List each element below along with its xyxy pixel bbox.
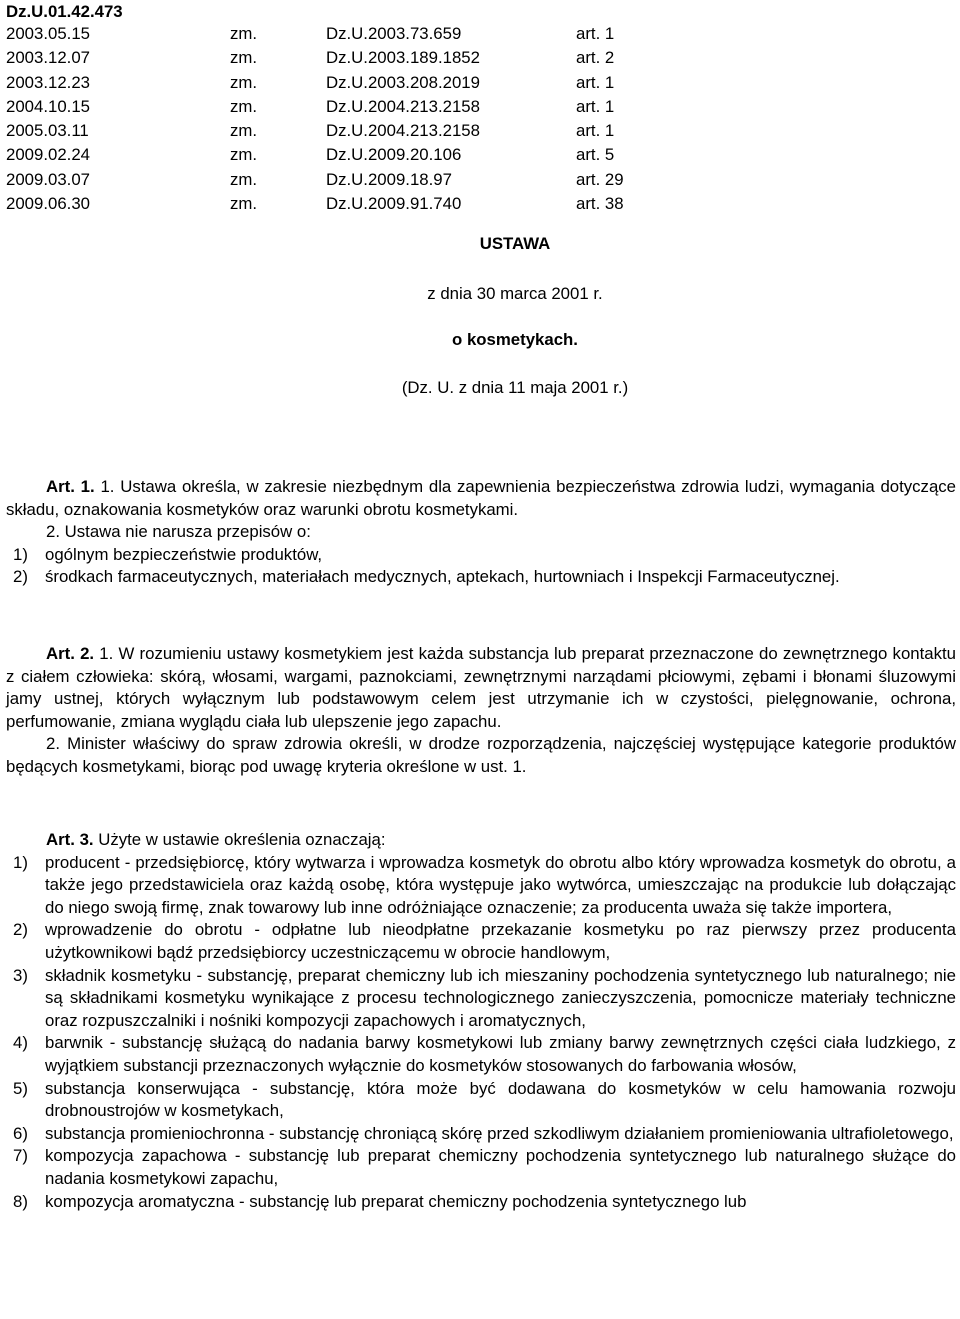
list-number: 7)	[13, 1146, 28, 1166]
list-number: 2)	[13, 920, 28, 940]
amendment-art: art. 1	[576, 72, 615, 92]
article-3-intro-text: Użyte w ustawie określenia oznaczają:	[98, 830, 386, 849]
amendment-ref: Dz.U.2009.18.97	[326, 169, 452, 189]
list-item	[6, 544, 956, 567]
list-text: substancja promieniochronna - substancję chroniącą skórę przed szkodliwym działaniem promieniowania ultrafioletowego,	[45, 1123, 954, 1143]
article-2-label: Art. 2.	[46, 644, 95, 663]
amendment-zm: zm.	[230, 24, 258, 43]
article-3-list	[6, 852, 956, 1214]
para-text: Minister właściwy do spraw zdrowia określi, w drodze rozporządzenia, najczęściej występujące kategorie produktów będących kosmetykami, biorąc pod uwagę kryteria określone w ust. 1.	[6, 734, 956, 776]
list-item	[6, 1123, 956, 1146]
amendment-date: 2004.10.15	[6, 96, 90, 116]
article-1-para-2	[6, 521, 956, 544]
article-1-list	[6, 544, 956, 589]
list-text: środkach farmaceutycznych, materiałach medycznych, aptekach, hurtowniach i Inspekcji Farmaceutycznej.	[45, 567, 840, 587]
list-text: substancja konserwująca - substancję, która może być dodawana do kosmetyków w celu hamowania rozwoju drobnoustrojów w kosmetykach,	[45, 1078, 956, 1121]
amendment-zm: zm.	[230, 194, 258, 214]
amendment-ref: Dz.U.2003.208.2019	[326, 72, 480, 92]
list-number: 6)	[13, 1123, 28, 1143]
list-text: składnik kosmetyku - substancję, preparat chemiczny lub ich mieszaniny pochodzenia syntetycznego lub naturalnego; nie są składnikami kosmetyku wynikające z procesu technologicznego zanieczyszczenia, pomocnicze materiały techniczne oraz rozpuszczalniki i nośniki kompozycji zapachowych i aromatycznych,	[45, 965, 956, 1030]
amendment-ref: Dz.U.2009.20.106	[326, 145, 462, 165]
act-date: z dnia 30 marca 2001 r.	[427, 284, 603, 303]
amendment-ref: Dz.U.2004.213.2158	[326, 96, 480, 116]
list-number: 8)	[13, 1191, 28, 1211]
amendment-date: 2009.03.07	[6, 169, 90, 189]
list-text: wprowadzenie do obrotu - odpłatne lub nieodpłatne przekazanie kosmetyku po raz pierwszy przez producenta użytkownikowi bądź przedsiębiorcy uczestniczącemu w obrocie handlowym,	[45, 920, 956, 962]
amendment-ref: Dz.U.2004.213.2158	[326, 121, 480, 141]
amendment-ref: Dz.U.2003.73.659	[326, 24, 462, 43]
article-2-para-1	[6, 643, 956, 733]
list-text: producent - przedsiębiorcę, który wytwarza i wprowadza kosmetyk do obrotu albo który wprowadza kosmetyk do obrotu, a także jego przedstawiciela oraz każdą osobę, która występuje jako wytwórca, umieszczając na produkcie lub dołączając do niego swoją firmę, znak towarowy lub inne odróżniające oznaczenie; za producenta uważa się także importera,	[45, 852, 956, 917]
article-1-label: Art. 1.	[46, 477, 95, 496]
para-number: 1.	[99, 644, 114, 663]
list-number: 4)	[13, 1033, 28, 1053]
list-item	[6, 566, 956, 589]
amendment-zm: zm.	[230, 96, 258, 116]
amendment-art: art. 1	[576, 96, 615, 116]
para-number: 1.	[100, 477, 115, 496]
amendment-art: art. 5	[576, 145, 615, 165]
list-item	[6, 1145, 956, 1190]
article-3-label: Art. 3.	[46, 830, 94, 849]
amendment-art: art. 2	[576, 48, 615, 68]
article-3-intro	[6, 829, 956, 852]
amendment-ref: Dz.U.2003.189.1852	[326, 48, 480, 68]
list-number: 2)	[13, 567, 28, 587]
list-item	[6, 1191, 956, 1214]
article-2-para-2	[6, 733, 956, 778]
article-2	[6, 643, 956, 779]
list-number: 3)	[13, 965, 28, 985]
amendment-ref: Dz.U.2009.91.740	[326, 194, 462, 214]
amendment-art: art. 1	[576, 121, 615, 141]
list-item	[6, 852, 956, 920]
amendment-art: art. 1	[576, 24, 615, 43]
list-text: ogólnym bezpieczeństwie produktów,	[45, 544, 323, 564]
list-item	[6, 1078, 956, 1123]
list-text: barwnik - substancję służącą do nadania barwy kosmetykowi lub zmiany barwy zewnętrznych części ciała ludzkiego, z wyjątkiem substancji przeznaczonych wyłącznie do kosmetyków stosowanych do farbowania włosów,	[45, 1033, 956, 1075]
list-item	[6, 965, 956, 1033]
amendment-zm: zm.	[230, 145, 258, 165]
article-3	[6, 829, 956, 1213]
list-number: 1)	[13, 544, 28, 564]
act-title: USTAWA	[479, 234, 551, 253]
amendment-date: 2003.12.07	[6, 48, 90, 68]
amendment-art: art. 38	[576, 194, 624, 214]
para-text: Ustawa nie narusza przepisów o:	[64, 522, 311, 542]
amendment-date: 2003.12.23	[6, 72, 90, 92]
amendment-zm: zm.	[230, 121, 258, 141]
article-1	[6, 476, 956, 589]
act-subject: o kosmetykach.	[452, 330, 578, 349]
list-item	[6, 919, 956, 964]
list-number: 1)	[13, 852, 28, 872]
amendment-date: 2009.02.24	[6, 145, 90, 165]
para-number: 2.	[46, 522, 60, 542]
list-text: kompozycja aromatyczna - substancję lub preparat chemiczny pochodzenia syntetycznego lub	[45, 1191, 747, 1211]
amendment-date: 2003.05.15	[6, 24, 90, 43]
article-1-para-1	[6, 476, 956, 521]
para-text: Ustawa określa, w zakresie niezbędnym dla zapewnienia bezpieczeństwa zdrowia ludzi, wymagania dotyczące składu, oznakowania kosmetyków oraz warunki obrotu kosmetykami.	[6, 477, 957, 519]
amendment-zm: zm.	[230, 48, 258, 68]
act-publication: (Dz. U. z dnia 11 maja 2001 r.)	[401, 378, 629, 397]
para-number: 2.	[46, 734, 60, 754]
amendment-date: 2009.06.30	[6, 194, 90, 214]
amendment-date: 2005.03.11	[6, 121, 89, 141]
list-item	[6, 1032, 956, 1077]
amendment-zm: zm.	[230, 72, 258, 92]
amendment-zm: zm.	[230, 169, 258, 189]
para-text: W rozumieniu ustawy kosmetykiem jest każda substancja lub preparat przeznaczone do zewnętrznego kontaktu z ciałem człowieka: skórą, włosami, wargami, paznokciami, zewnętrznymi narządami płciowymi, zębami i błonami śluzowymi jamy ustnej, których wyłącznym lub podstawowym celem jest utrzymanie ich w czystości, pielęgnowanie, ochrona, perfumowanie, zmiana wyglądu ciała lub ulepszenie jego zapachu.	[6, 644, 956, 731]
amendment-art: art. 29	[576, 169, 624, 189]
list-text: kompozycja zapachowa - substancję lub preparat chemiczny pochodzenia syntetycznego lub naturalnego służące do nadania kosmetykowi zapachu,	[45, 1146, 956, 1188]
list-number: 5)	[13, 1078, 28, 1098]
document-id: Dz.U.01.42.473	[6, 2, 123, 21]
